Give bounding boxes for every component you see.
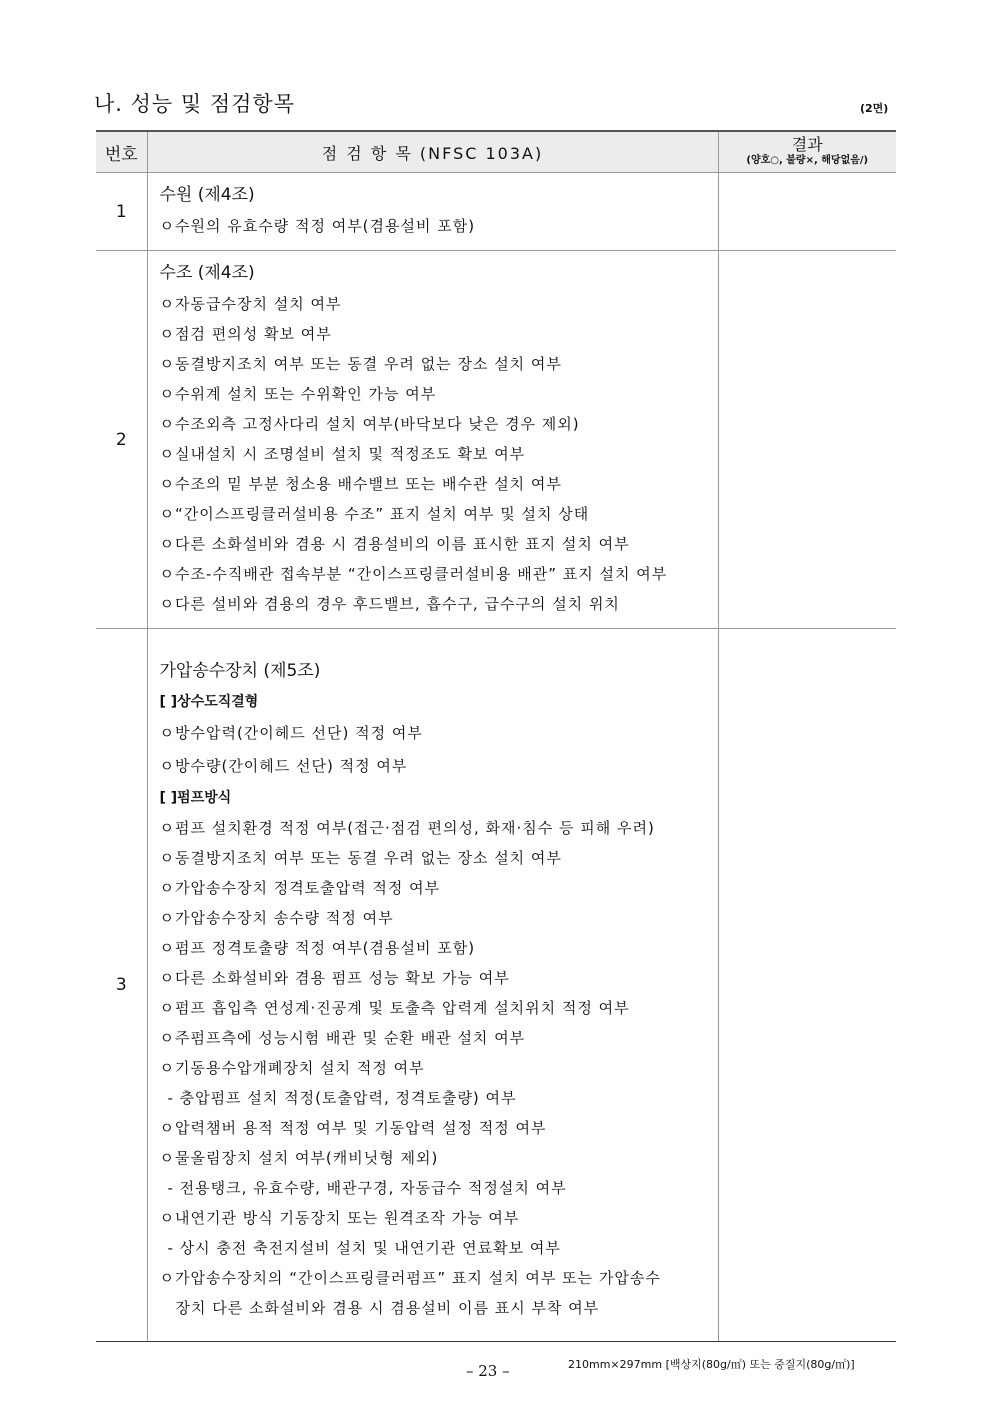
table-row <box>96 251 896 629</box>
subsection-heading: [ ]펌프방식 <box>159 790 232 806</box>
header-no: 번호 <box>96 131 147 173</box>
check-item: ㅇ가압송수장치 송수량 적정 여부 <box>159 909 394 927</box>
check-item: ㅇ동결방지조치 여부 또는 동결 우려 없는 장소 설치 여부 <box>159 849 562 867</box>
check-item: ㅇ자동급수장치 설치 여부 <box>159 295 342 313</box>
row-items <box>147 251 718 629</box>
check-item: ㅇ압력챔버 용적 적정 여부 및 기동압력 설정 적정 여부 <box>159 1119 547 1137</box>
check-subitem: - 전용탱크, 유효수량, 배관구경, 자동급수 적정설치 여부 <box>167 1179 567 1197</box>
subsection-heading: [ ]상수도직결형 <box>159 694 259 710</box>
check-item-continued: 장치 다른 소화설비와 겸용 시 겸용설비 이름 표시 부착 여부 <box>175 1299 600 1317</box>
check-subitem: - 충압펌프 설치 적정(토출압력, 정격토출량) 여부 <box>167 1089 517 1107</box>
row-number: 2 <box>96 251 147 629</box>
check-item: ㅇ펌프 정격토출량 적정 여부(겸용설비 포함) <box>159 939 476 957</box>
check-item: ㅇ수위계 설치 또는 수위확인 가능 여부 <box>159 385 437 403</box>
check-item: ㅇ물올림장치 설치 여부(캐비닛형 제외) <box>159 1149 439 1167</box>
inspection-table <box>96 130 896 1342</box>
check-item: ㅇ동결방지조치 여부 또는 동결 우려 없는 장소 설치 여부 <box>159 355 562 373</box>
header-result <box>718 131 896 173</box>
section-heading: 가압송수장치 (제5조) <box>159 661 321 681</box>
section-heading: 수조 (제4조) <box>159 263 255 283</box>
check-item: ㅇ수조외측 고정사다리 설치 여부(바닥보다 낮은 경우 제외) <box>159 415 580 433</box>
section-heading: 수원 (제4조) <box>159 185 255 205</box>
header-result-label: 결과 <box>791 135 823 154</box>
result-cell[interactable] <box>718 629 896 1342</box>
check-item: ㅇ가압송수장치 정격토출압력 적정 여부 <box>159 879 441 897</box>
row-items <box>147 629 718 1342</box>
page-title: 나. 성능 및 점검항목 <box>94 92 295 116</box>
check-item: ㅇ펌프 설치환경 적정 여부(접근·점검 편의성, 화재·침수 등 피해 우려) <box>159 819 655 837</box>
check-item: ㅇ가압송수장치의 “간이스프링클러펌프” 표지 설치 여부 또는 가압송수 <box>159 1269 661 1287</box>
table-header-row <box>96 131 896 173</box>
check-item: ㅇ기동용수압개폐장치 설치 적정 여부 <box>159 1059 425 1077</box>
row-items <box>147 173 718 251</box>
check-item: ㅇ다른 소화설비와 겸용 펌프 성능 확보 가능 여부 <box>159 969 510 987</box>
row-number: 1 <box>96 173 147 251</box>
page-mark: (2면) <box>860 102 889 115</box>
check-item: ㅇ내연기관 방식 기동장치 또는 원격조작 가능 여부 <box>159 1209 520 1227</box>
check-item: ㅇ점검 편의성 확보 여부 <box>159 325 332 343</box>
check-item: ㅇ펌프 흡입측 연성계·진공계 및 토출측 압력계 설치위치 적정 여부 <box>159 999 630 1017</box>
check-item: ㅇ수조의 밑 부분 청소용 배수밸브 또는 배수관 설치 여부 <box>159 475 562 493</box>
header-item: 점 검 항 목 (NFSC 103A) <box>147 131 718 173</box>
check-subitem: - 상시 충전 축전지설비 설치 및 내연기관 연료확보 여부 <box>167 1239 561 1257</box>
check-item: ㅇ수조-수직배관 접속부분 “간이스프링클러설비용 배관” 표지 설치 여부 <box>159 565 668 583</box>
check-item: ㅇ수원의 유효수량 적정 여부(겸용설비 포함) <box>159 217 476 235</box>
paper-spec: 210mm×297mm [백상지(80g/㎡) 또는 중질지(80g/㎡)] <box>568 1358 855 1371</box>
page-number: – 23 – <box>466 1362 510 1380</box>
check-item: ㅇ방수량(간이헤드 선단) 적정 여부 <box>159 757 408 775</box>
check-item: ㅇ주펌프측에 성능시험 배관 및 순환 배관 설치 여부 <box>159 1029 526 1047</box>
check-item: ㅇ다른 설비와 겸용의 경우 후드밸브, 흡수구, 급수구의 설치 위치 <box>159 595 620 613</box>
result-cell[interactable] <box>718 173 896 251</box>
result-cell[interactable] <box>718 251 896 629</box>
table-row <box>96 629 896 1342</box>
header-result-note: (양호○, 불량×, 해당없음/) <box>746 155 869 166</box>
check-item: ㅇ실내설치 시 조명설비 설치 및 적정조도 확보 여부 <box>159 445 526 463</box>
table-row <box>96 173 896 251</box>
check-item: ㅇ다른 소화설비와 겸용 시 겸용설비의 이름 표시한 표지 설치 여부 <box>159 535 630 553</box>
check-item: ㅇ“간이스프링클러설비용 수조” 표지 설치 여부 및 설치 상태 <box>159 505 590 523</box>
check-item: ㅇ방수압력(간이헤드 선단) 적정 여부 <box>159 724 423 742</box>
row-number: 3 <box>96 629 147 1342</box>
